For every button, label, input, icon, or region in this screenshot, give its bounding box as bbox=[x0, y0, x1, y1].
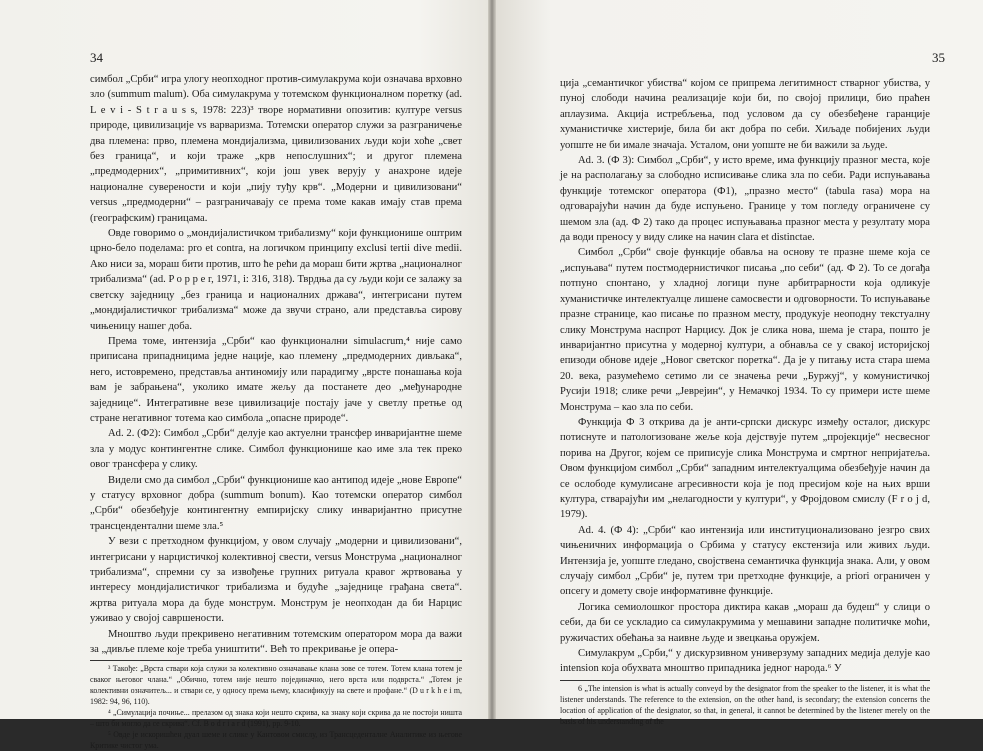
footnote-divider bbox=[560, 680, 930, 681]
paragraph: Симулакрум „Срби,“ у дискурзивном универзуму западних медија делује као intension која обухвата мноштво припадника једног народа.⁶ У bbox=[560, 648, 930, 675]
footnotes bbox=[90, 663, 462, 751]
paragraph: Ad. 2. (Ф2): Симбол „Срби“ делује као актуелни трансфер инваријантне шеме зла у модус контингентне слике. Симбол функционише као име зла тек преко овог трансфера у слику. bbox=[90, 428, 462, 471]
footnotes bbox=[560, 683, 930, 727]
paragraph: симбол „Срби“ игра улогу неопходног против-симулакрума који означава врховно зло (summum malum). Оба симулакрума у тотемском функционалном поретку (ad. L e v i - S t r a u s s, 1978: 223)³ творе нормативни опозитив: културе versus природе, цивилизације vs варваризма. Тотемски оператор служи за разграничење два племена: прво, племена мондијализма, цивилизованих људи који хоће „свет без граница“, и који траже „крв непослушних“; и другог племена „предмодерних“, „примитивних“, који још увек верују у анахроне идеје националне суверености и који „пију туђу крв“. „Модерни и цивилизовани“ versus „предмодерни“ – разграничавају се према томе какав имају став према (географским) границама. bbox=[90, 74, 462, 224]
paragraph: Ad. 4. (Ф 4): „Срби“ као интензија или институционализовано језгро свих чињеничних информација о Србима у статусу екстензија или живих људи. Интензија је, уопште гледано, својствена семантичка функција знака. Али, у овом случају симбол „Срби“ је, путем три претходне функције, a priori ограничен у опсегу и домету своје информативне функције. bbox=[560, 524, 930, 598]
book-gutter bbox=[488, 0, 496, 719]
footnote: ³ Такође: „Врста ствари која служи за колективно означавање клана зове се тотем. Тотем клана тотем је сваког његовог члана.“ „Обично, тотем није нешто појединачно, него врста или подврста.“ „Тотем је колективни означитељ... и ствари се, у односу према њему, класификују на свете и профане.“ (D u r k h e i m, 1982: 94, 96, 110). bbox=[90, 664, 462, 707]
paragraph: Симбол „Срби“ своје функције обавља на основу те празне шеме која се „испуњава“ путем постмодернистичког писања „по себи“ (ад. Ф 2). То се догађа потпуно спонтано, у хладној логици пуне арбитрарности која одликује хуманистичке интелектуалце лишене самосвести и одговорности. То испуњавање празне странице, као писање по празном месту, продукује неоподну текстуалну слику Монструма наспрот Нарцису. Док је слика нова, шема је стара, пошто је инваријантно присутна у модерној култури, а обнавља се у свакој историјској епизоди обнове идеје „Новог светског поретка“. Да је у питању иста стара шема 20. века, разумећемо сетимо ли се значења речи „Буржуј“, у комунистичкој Русији 1918; слике речи „Јевреjин“, у Немачкој 1934. То су примери исте шеме Монструма – као зла по себи. bbox=[560, 247, 930, 413]
page-number: 35 bbox=[932, 50, 945, 65]
paragraph: Према томе, интензија „Срби“ као функционални simulacrum,⁴ није само приписана припадницима једне нације, као племену „предмодерних дивљака“, него, истовремено, представља антиномију или парадигму „врсте понашања која вам је забрањена“, уколико имате жељу да постанете део „међународне заједнице“. Интегративне везе цивилизације постају јаче у светлу претње од стране негативног тотема као симбола „опасне природе“. bbox=[90, 335, 462, 424]
paragraph: Мноштво људи прекривено негативним тотемским оператором мора да важи за „дивље племе које треба уништити“. Већ то прекривање је опера- bbox=[90, 628, 462, 656]
page-number: 34 bbox=[90, 50, 103, 65]
right-page-body bbox=[560, 76, 930, 727]
footnote: 6 „The intension is what is actually conveyd by the designator from the speaker to the listener, it is what the listener understands. The reference to the extension, on the other hand, is secondary; the extension concerns the location of application of the designator, so that, in general, it cannot be determined by the listener merely on the basis of his understanding of the bbox=[560, 683, 930, 726]
paragraph: Видели смо да симбол „Срби“ функционише као антипод идеје „нове Европе“ у статусу врховног добра (summum bonum). Као тотемски оператор симбол „Срби“ обезбеђује контингентну емпиријску слику инваријантно присутне трансцендентални шеме зла.⁵ bbox=[90, 474, 462, 532]
footnote: ⁵ Овде је искоришћен дуал шеме и слике у Кантовом смислу, из Трансцеденталне Аналитике из његове Критике чистог ума. bbox=[90, 730, 462, 751]
paragraph: У вези с претходном функцијом, у овом случају „модерни и цивилизовани“, интегрисани у нарцистичкој колективној свести, versus Монструма „националног трибализма“, спремни су за извођење групних ритуала кравог жртвовања у интересу мондијалистичког трибализма и будуће „заједнице грађана света“. жртва ритуала мора да буде монструм. Монструм је неопходан да би Нарцис уживао у својој савршености. bbox=[90, 536, 462, 625]
paragraph: ција „семантичког убиства“ којом се припрема легитимност стварног убиства, у пуној слободи начина реализације који би, по својој прилици, био праћен аплаузима. Акција истребљења, под условом да су обезбеђене гаранције хуманистичке хистерије, била би акт добра по себи. Хиљаде побијених људи уопште не би имале значаја. Усталом, они уопште не би важили за људе. bbox=[560, 78, 930, 151]
paragraph: Ad. 3. (Ф 3): Симбол „Срби“, у исто време, има функцију празног места, које је на располагању за слободно исписивање слика зла по себи. Ради испуњавања функције тотемског оператора (Ф1), „празно место“ (tabula rasa) мора на одговарајући начин да буде испуњено. Границе у том погледу ограничене су шемом зла (ад. Ф 2) тако да процес испуњавања празног места у резултату мора да води преносу у виду слике на начин clara et distinctae. bbox=[560, 155, 930, 244]
left-page-body bbox=[90, 72, 462, 751]
footnote-divider bbox=[90, 660, 462, 661]
paragraph: Логика семиолошког простора диктира какав „мораш да будеш“ у слици о себи, да би се ускладио са симулакрумима у мешавини западне политичке моћи, ружичастих обећања за наивне људе и звецкања оружјем. bbox=[560, 601, 930, 644]
footnote: ⁴ „Симулација почиње... прелазом од знака који нешто скрива, ка знаку који скрива да не постоји ништа – што би могло да се скрива“. Cf. B o d r i a r d (1991), pp. 9-10. bbox=[90, 708, 462, 729]
paragraph: Функција Ф 3 открива да је анти-српски дискурс између осталог, дискурс потиснуте и патологизоване жеље која дејствује путем „пројекције“ несвесног порива на Другог, којем се приписује слика Монструма и смртног непријатеља. Овом функцијом симбол „Срби“ западним интелектуалцима обезбеђује начин да се ослободе кумулисане агресивности која је под пресијом које на њих врши култура, стварајући им „нелагодности у култури“, у Фројдовом смислу (F r o j d, 1979). bbox=[560, 416, 930, 521]
paragraph: Овде говоримо о „мондијалистичком трибализму“ који функционише оштрим црно-бело поделама: pro et contra, на логичком принципу exclusi tertii dive medii. Ако ниси за, мораш бити против, што ће рећи да мораш бити жртва „националног трибализма“ (ad. P o p p e r, 1971, i: 316, 318). Тврдња да су људи који се залажу за светску заједницу „без граница и националних држава“, интегрисани путем „мондијалистичког трибализма“ може да звучи страно, али представља сирову чињеницу нашег доба. bbox=[90, 228, 462, 332]
